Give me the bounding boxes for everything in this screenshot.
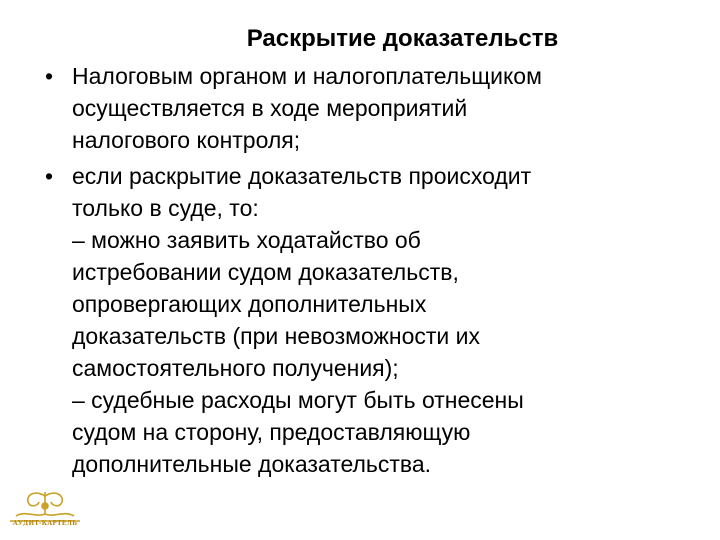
sub-item-line: – можно заявить ходатайство об	[72, 227, 421, 253]
slide-title: Раскрытие доказательств	[246, 25, 559, 52]
sub-item-line: судом на сторону, предоставляющую	[72, 419, 471, 445]
bullet-line: осуществляется в ходе мероприятий	[72, 95, 468, 121]
sub-item-line: дополнительные доказательства.	[72, 451, 432, 477]
slide-body	[40, 60, 690, 484]
bullet-line: если раскрытие доказательств происходит	[72, 163, 532, 189]
logo-text: АУДИТ-КАРТЕЛЬ	[12, 520, 78, 527]
bullet-line: налогового контроля;	[72, 127, 301, 153]
sub-item	[72, 384, 690, 480]
sub-item-line: – судебные расходы могут быть отнесены	[72, 387, 524, 413]
bullet-dot-icon: •	[44, 163, 54, 189]
bullet-dot-icon: •	[44, 63, 54, 89]
bullet-item	[40, 160, 690, 480]
company-logo-icon	[6, 488, 84, 534]
bullet-item	[40, 60, 690, 156]
bullet-line: Налоговым органом и налогоплательщиком	[72, 63, 542, 89]
bullet-line: только в суде, то:	[72, 195, 259, 221]
sub-item-line: самостоятельного получения);	[72, 355, 399, 381]
sub-item-line: доказательств (при невозможности их	[72, 323, 481, 349]
sub-item	[72, 224, 690, 384]
sub-item-line: истребовании судом доказательств,	[72, 259, 459, 285]
sub-item-line: опровергающих дополнительных	[72, 291, 427, 317]
